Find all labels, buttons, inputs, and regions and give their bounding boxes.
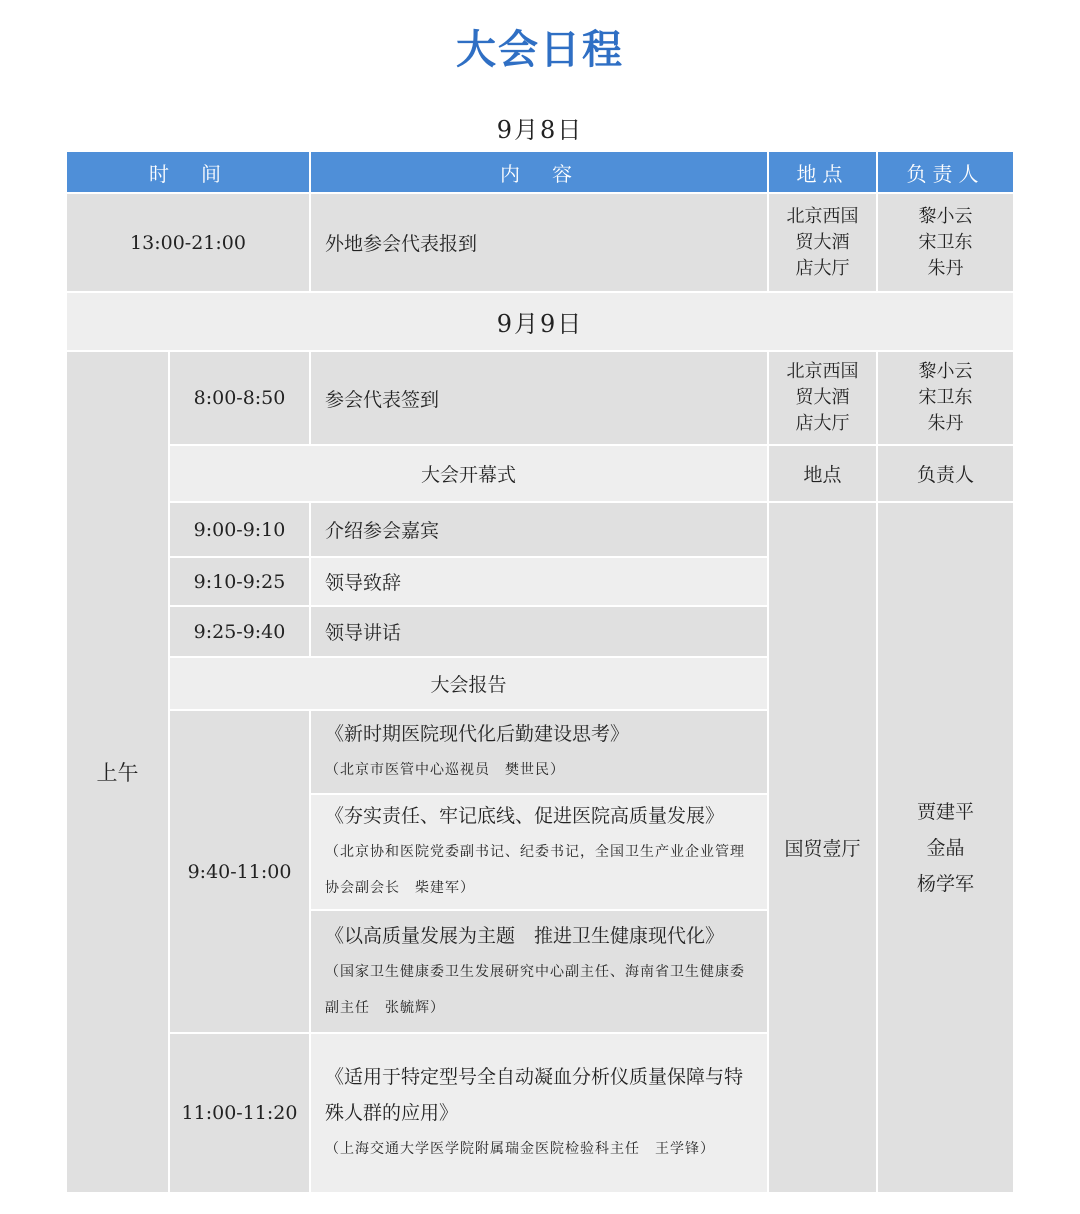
header-content: 内 容 bbox=[311, 152, 767, 192]
report-speaker: （北京市医管中心巡视员 樊世民） bbox=[325, 762, 565, 778]
day1-owner-cell bbox=[878, 194, 1013, 291]
report-item bbox=[311, 711, 767, 793]
location-line: 店大厅 bbox=[795, 257, 850, 279]
header-owner: 负责人 bbox=[878, 152, 1013, 192]
reports-location-cell: 国贸壹厅 bbox=[769, 503, 876, 1192]
location-line: 贸大酒 bbox=[795, 231, 850, 253]
location-line: 北京西国 bbox=[786, 205, 859, 227]
owner-line: 宋卫东 bbox=[918, 387, 973, 408]
opening-location-header: 地点 bbox=[769, 446, 876, 501]
location-line: 贸大酒 bbox=[795, 387, 850, 408]
reports-section-title: 大会报告 bbox=[170, 658, 767, 709]
opening-item-content: 领导致辞 bbox=[311, 558, 767, 605]
day1-time-cell: 13:00-21:00 bbox=[67, 194, 309, 291]
owner-line: 贾建平 bbox=[916, 800, 974, 823]
opening-item-time: 9:10-9:25 bbox=[170, 558, 309, 605]
day1-location-cell bbox=[769, 194, 876, 291]
report-speaker: （北京协和医院党委副书记、纪委书记，全国卫生产业企业管理协会副会长 柴建军） bbox=[325, 844, 745, 896]
report-title: 《适用于特定型号全自动凝血分析仪质量保障与特殊人群的应用》 bbox=[325, 1066, 744, 1124]
owner-line: 黎小云 bbox=[918, 205, 973, 227]
reports-owner-cell bbox=[878, 503, 1013, 1192]
report-speaker: （国家卫生健康委卫生发展研究中心副主任、海南省卫生健康委副主任 张毓辉） bbox=[325, 963, 745, 1016]
report-item bbox=[311, 1034, 767, 1192]
opening-item-time: 9:00-9:10 bbox=[170, 503, 309, 556]
period-cell: 上午 bbox=[67, 352, 168, 1192]
opening-item-content: 介绍参会嘉宾 bbox=[311, 503, 767, 556]
location-line: 北京西国 bbox=[786, 361, 859, 382]
date-heading-day1: 9月8日 bbox=[496, 116, 584, 144]
owner-line: 朱丹 bbox=[927, 257, 964, 279]
signin-time-cell: 8:00-8:50 bbox=[170, 352, 309, 444]
header-location: 地点 bbox=[769, 152, 876, 192]
reports-block1-time: 9:40-11:00 bbox=[170, 711, 309, 1032]
signin-location-cell bbox=[769, 352, 876, 444]
opening-owner-header: 负责人 bbox=[878, 446, 1013, 501]
opening-section-title: 大会开幕式 bbox=[170, 446, 767, 501]
signin-content-cell: 参会代表签到 bbox=[311, 352, 767, 444]
header-time: 时 间 bbox=[67, 152, 309, 192]
owner-line: 金晶 bbox=[926, 836, 965, 859]
location-line: 店大厅 bbox=[795, 413, 850, 434]
report-title: 《新时期医院现代化后勤建设思考》 bbox=[325, 723, 630, 745]
opening-item-time: 9:25-9:40 bbox=[170, 607, 309, 656]
report-speaker: （上海交通大学医学院附属瑞金医院检验科主任 王学锋） bbox=[325, 1141, 715, 1157]
opening-item-content: 领导讲话 bbox=[311, 607, 767, 656]
signin-owner-cell bbox=[878, 352, 1013, 444]
day1-content-cell: 外地参会代表报到 bbox=[311, 194, 767, 291]
date-heading-day2: 9月9日 bbox=[67, 293, 1013, 350]
owner-line: 黎小云 bbox=[918, 361, 973, 382]
reports-block2-time: 11:00-11:20 bbox=[170, 1034, 309, 1192]
owner-line: 杨学军 bbox=[916, 872, 974, 895]
report-item bbox=[311, 795, 767, 909]
owner-line: 朱丹 bbox=[927, 413, 964, 434]
report-title: 《以高质量发展为主题 推进卫生健康现代化》 bbox=[325, 924, 725, 947]
page-title: 大会日程 bbox=[456, 27, 624, 73]
owner-line: 宋卫东 bbox=[918, 231, 973, 253]
report-item bbox=[311, 911, 767, 1032]
report-title: 《夯实责任、牢记底线、促进医院高质量发展》 bbox=[325, 805, 725, 827]
